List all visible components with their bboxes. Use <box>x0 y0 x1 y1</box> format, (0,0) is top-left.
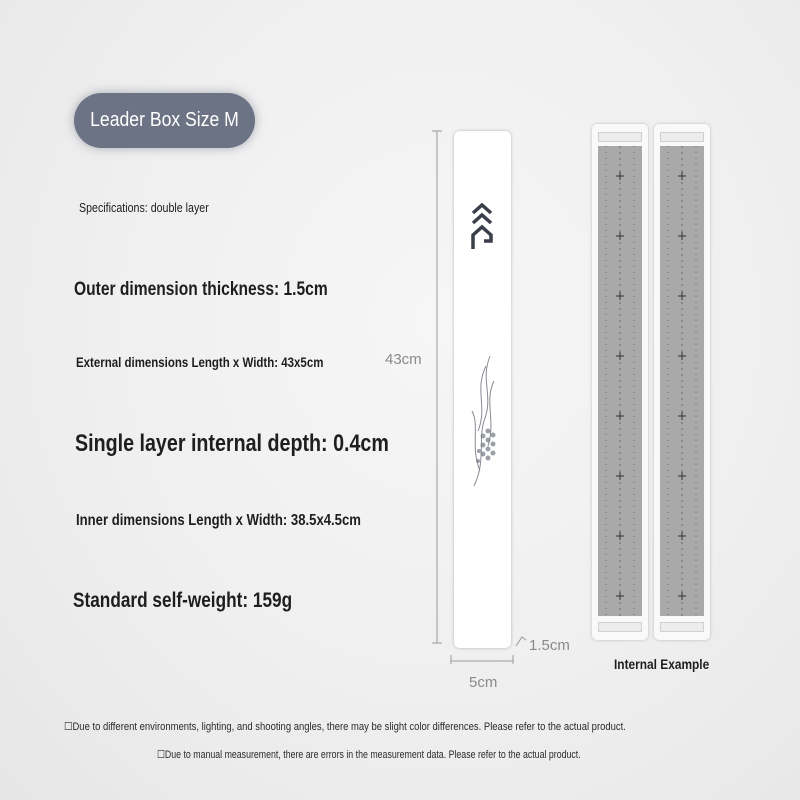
thickness-dimension-line <box>516 637 526 646</box>
spec-layers: Specifications: double layer <box>79 200 209 215</box>
brand-logo-icon <box>470 201 494 251</box>
tray-ruler-felt <box>660 146 704 616</box>
tray-cap-bottom <box>598 622 642 632</box>
length-dimension-label: 43cm <box>385 351 422 368</box>
color-disclaimer-note: ☐Due to different environments, lighting, and shooting angles, there may be slight color differences. Please refer to the actual product. <box>64 721 626 733</box>
internal-example-label: Internal Example <box>614 656 710 672</box>
tray-cap-top <box>598 132 642 142</box>
measurement-disclaimer-note: ☐Due to manual measurement, there are errors in the measurement data. Please refer to the actual product. <box>157 749 581 761</box>
leader-box-closed <box>454 131 511 648</box>
spec-internal-depth: Single layer internal depth: 0.4cm <box>75 430 389 457</box>
tray-ruler-felt <box>598 146 642 616</box>
spec-external-dimensions: External dimensions Length x Width: 43x5cm <box>76 354 324 370</box>
tray-right <box>654 124 710 640</box>
spec-thickness: Outer dimension thickness: 1.5cm <box>74 279 328 300</box>
thickness-dimension-label: 1.5cm <box>529 637 570 654</box>
tray-cap-top <box>660 132 704 142</box>
title-badge <box>74 93 255 148</box>
decorative-graphic-icon <box>460 351 504 491</box>
spec-weight: Standard self-weight: 159g <box>73 589 293 612</box>
title-badge-text: Leader Box Size M <box>90 109 239 131</box>
tray-cap-bottom <box>660 622 704 632</box>
spec-inner-dimensions: Inner dimensions Length x Width: 38.5x4.5cm <box>76 512 361 529</box>
tray-left <box>592 124 648 640</box>
width-dimension-label: 5cm <box>469 674 498 691</box>
